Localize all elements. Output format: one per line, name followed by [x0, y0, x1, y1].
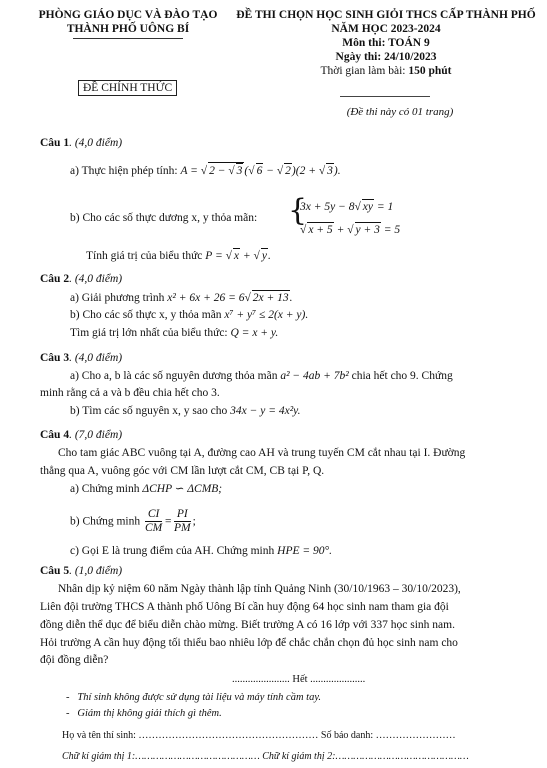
- q1-points: . (4,0 điểm): [69, 137, 123, 149]
- q2-c-formula: Q = x + y.: [230, 327, 279, 339]
- q3-b-text: b) Tìm các số nguyên x, y sao cho: [70, 405, 231, 417]
- q1-heading: [40, 136, 122, 150]
- q5-title: Câu 5: [40, 565, 70, 577]
- school-year: NĂM HỌC 2023-2024: [331, 23, 441, 35]
- q2-b: [70, 308, 308, 322]
- header-divider: [73, 38, 183, 39]
- exam-duration: [226, 64, 546, 78]
- exam-subject: Môn thi: TOÁN 9: [342, 37, 430, 49]
- q3-a-text2: chia hết cho 9. Chứng: [348, 370, 453, 382]
- q3-b: [70, 404, 301, 418]
- q3-a-text3: minh rằng cả a và b đều chia hết cho 3.: [40, 387, 220, 399]
- q4-title: Câu 4: [40, 429, 70, 441]
- q1-a-text: a) Thực hiện phép tính:: [70, 165, 181, 177]
- q1-b-text: b) Cho các số thực dương x, y thỏa mãn:: [70, 212, 258, 224]
- q4-c: [70, 544, 332, 558]
- exam-title: ĐỀ THI CHỌN HỌC SINH GIỎI THCS CẤP THÀNH PHỐ: [236, 9, 536, 21]
- q5-line1: Nhân dịp kỷ niệm 60 năm Ngày thành lập tỉnh Quảng Ninh (30/10/1963 – 30/10/2023),: [58, 583, 461, 595]
- q1-b: [70, 211, 257, 225]
- q2-a-formula: x² + 6x + 26 = 6√ 2x + 13.: [167, 292, 292, 304]
- candidate-name-field: Họ và tên thí sinh: ……………………………………………… Số báo danh: ……………………: [62, 730, 456, 741]
- q4-c-text: c) Gọi E là trung điểm của AH. Chứng minh: [70, 545, 278, 557]
- frac-pi-pm: $\frac{PI}{PM}$: [174, 508, 191, 534]
- q5-line3: đồng diễn thể dục để biểu diễn chào mừng. Biết trường A có 16 lớp với 337 học sinh nam.: [40, 619, 455, 631]
- proctor-signature-field: Chữ kí giám thị 1:…………………………………… Chữ kí giám thị 2:………………………………………: [62, 751, 469, 762]
- q3-title: Câu 3: [40, 352, 70, 364]
- exam-date: Ngày thi: 24/10/2023: [335, 51, 437, 63]
- note-1-text: Thí sinh không được sử dụng tài liệu và máy tính cầm tay.: [77, 692, 322, 703]
- q3-b-formula: 34x − y = 4x²y.: [230, 405, 301, 417]
- q5-line4: Hỏi trường A cần huy động tối thiểu bao nhiêu lớp để chắc chắn chọn đủ học sinh nam cho: [40, 637, 458, 649]
- note-2: - Giám thị không giải thích gì thêm.: [66, 708, 222, 719]
- q2-c-text: Tìm giá trị lớn nhất của biểu thức:: [70, 327, 231, 339]
- q5-heading: [40, 564, 122, 578]
- q2-b-formula: x⁷ + y⁷ ≤ 2(x + y).: [224, 309, 309, 321]
- q1-a-formula: A = √ 2 − √ 3 (√ 6 − √ 2)(2 + √ 3).: [180, 165, 340, 177]
- q2-b-text: b) Cho các số thực x, y thỏa mãn: [70, 309, 225, 321]
- q4-points: . (7,0 điểm): [69, 429, 123, 441]
- pages-note: (Đề thi này có 01 trang): [346, 106, 454, 118]
- q3-a-text1: a) Cho a, b là các số nguyên dương thỏa mãn: [70, 370, 281, 382]
- q4-b-text: b) Chứng minh: [70, 515, 143, 528]
- q1-c-formula: P = √ x + √ y.: [205, 250, 271, 262]
- end-mark: ...................... Hết .....................: [232, 674, 366, 685]
- system-brace: {: [288, 193, 308, 228]
- q1-a: [70, 162, 341, 178]
- q2-a: [70, 290, 293, 305]
- official-stamp: ĐỀ CHÍNH THỨC: [78, 80, 177, 96]
- q4-b: b) Chứng minh $\frac{CI}{CM}$ = $\frac{PI}{PM}$ ;: [70, 508, 196, 534]
- q3-points: . (4,0 điểm): [69, 352, 123, 364]
- header-right-divider: [340, 96, 430, 97]
- q5-points: . (1,0 điểm): [69, 565, 123, 577]
- department-header: [28, 8, 228, 39]
- q1-c-text: Tính giá trị của biểu thức: [86, 250, 206, 262]
- note-2-text: Giám thị không giải thích gì thêm.: [77, 708, 222, 719]
- q4-heading: [40, 428, 122, 442]
- q2-heading: [40, 272, 122, 286]
- q5-line5: đội đồng diễn?: [40, 654, 109, 666]
- q4-a-text: a) Chứng minh: [70, 483, 143, 495]
- exam-header: [226, 8, 546, 78]
- duration-value: 150 phút: [408, 65, 452, 77]
- q2-points: . (4,0 điểm): [69, 273, 123, 285]
- q4-a: [70, 482, 222, 496]
- q3-a-formula: a² − 4ab + 7b²: [280, 370, 349, 382]
- department-name: PHÒNG GIÁO DỤC VÀ ĐÀO TẠO: [38, 9, 218, 21]
- q1-title: Câu 1: [40, 137, 70, 149]
- q5-line2: Liên đội trường THCS A thành phố Uông Bí cần huy động 64 học sinh nam tham gia đội: [40, 601, 449, 613]
- q3-heading: [40, 351, 122, 365]
- q1-c: [86, 248, 271, 263]
- q2-a-text: a) Giải phương trình: [70, 292, 168, 304]
- q2-c: [70, 326, 278, 340]
- note-1: - Thí sinh không được sử dụng tài liệu và máy tính cầm tay.: [66, 692, 322, 703]
- q1-b-eq1: 3x + 5y − 8√ xy = 1: [300, 199, 393, 214]
- city-name: THÀNH PHỐ UÔNG BÍ: [66, 23, 190, 35]
- q4-a-formula: ΔCHP ∽ ΔCMB;: [142, 483, 223, 495]
- q4-intro2: thẳng qua A, vuông góc với CM lần lượt cắt CM, CB tại P, Q.: [40, 465, 325, 477]
- q4-intro1: Cho tam giác ABC vuông tại A, đường cao AH và trung tuyến CM cắt nhau tại I. Đường: [58, 447, 466, 459]
- q3-a: [70, 369, 453, 383]
- frac-ci-cm: $\frac{CI}{CM}$: [145, 508, 163, 534]
- q1-b-eq2: √ x + 5 + √ y + 3 = 5: [300, 222, 400, 237]
- q2-title: Câu 2: [40, 273, 70, 285]
- q4-c-formula: HPE = 90°.: [277, 545, 332, 557]
- duration-label: Thời gian làm bài:: [320, 65, 409, 77]
